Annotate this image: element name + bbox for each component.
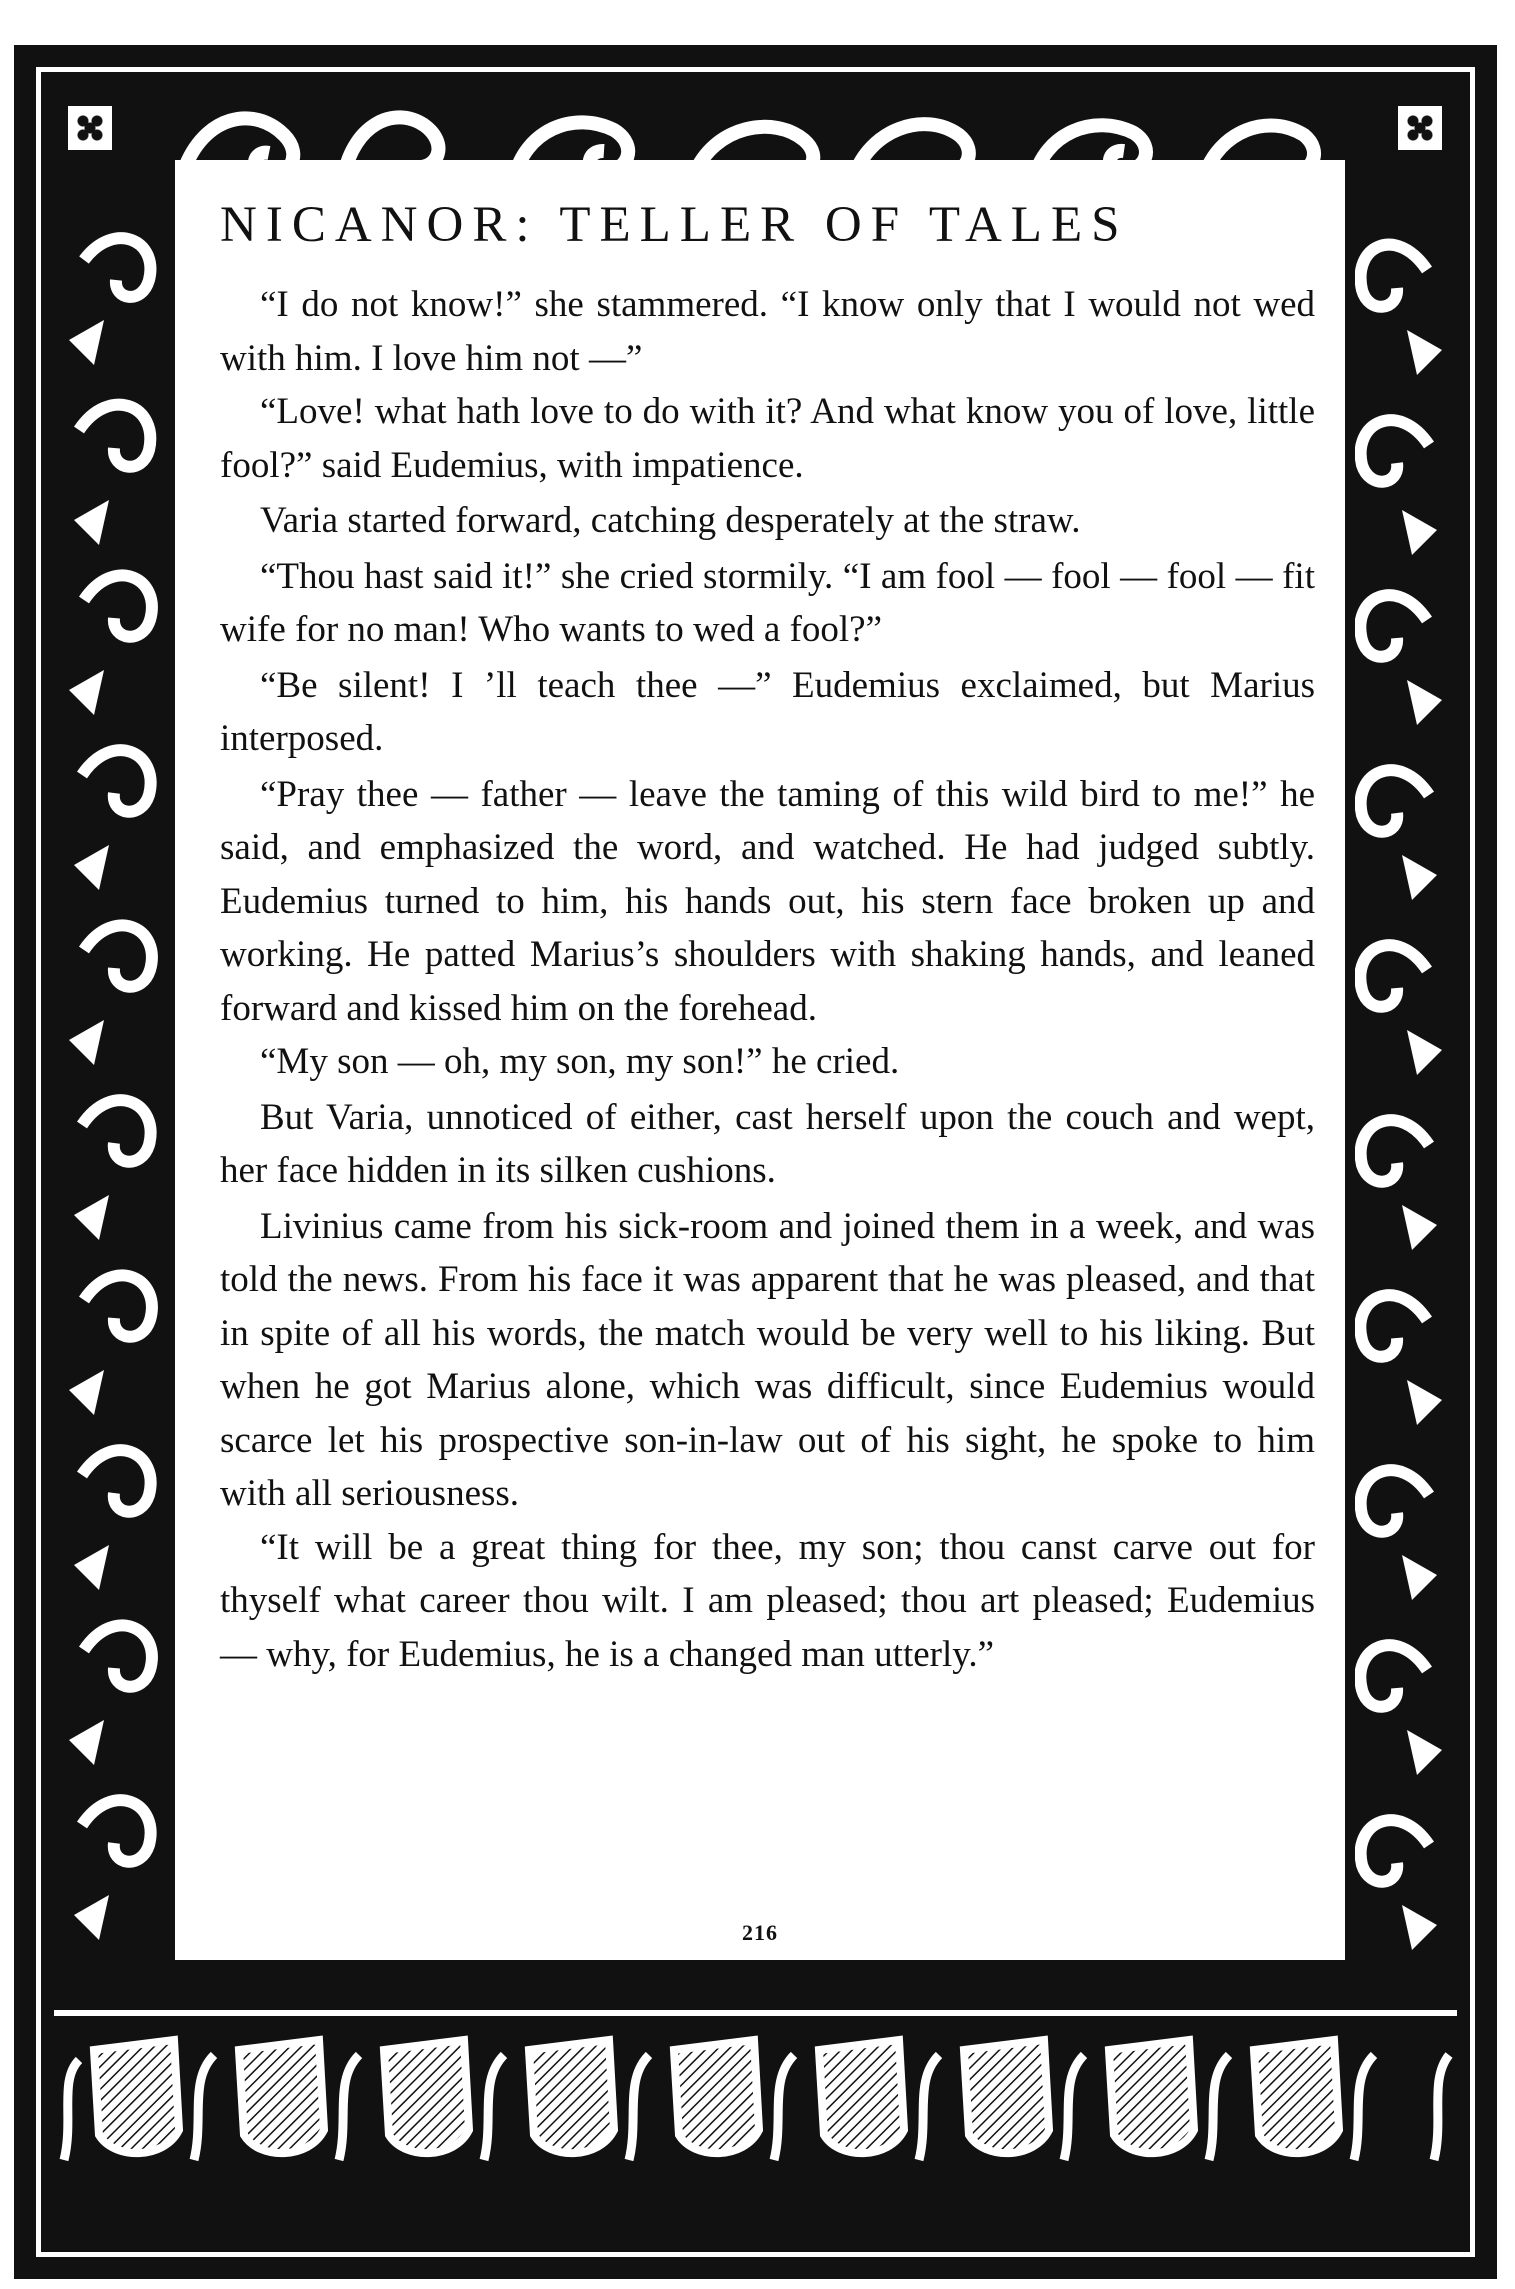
hatched-shield-icon <box>54 2010 1457 2185</box>
page-number: 216 <box>742 1920 778 1945</box>
right-ornament-band <box>1337 200 1457 2005</box>
text-panel <box>165 160 1355 1970</box>
paragraph: “It will be a great thing for thee, my son; thou canst carve out for thyself what career thou wilt. I am pleased; thou art pleased; Eudemius — why, for Eudemius, he is a changed man utterly.” <box>220 1526 1315 1675</box>
paragraph: “Be silent! I ’ll teach thee —” Eudemius exclaimed, but Marius interposed. <box>220 664 1315 759</box>
bottom-ornament-band <box>54 2010 1457 2185</box>
paragraph: “Love! what hath love to do with it? And what know you of love, little fool?” said Eudemius, with impatience. <box>220 391 1315 486</box>
paragraph: “I do not know!” she stammered. “I know only that I would not wed with him. I love him not —” <box>220 284 1315 379</box>
scroll-flourish-icon <box>1337 200 1457 2005</box>
paragraph: Livinius came from his sick-room and joined them in a week, and was told the news. From his face it was apparent that he was pleased, and that in spite of all his words, the match would be very well to his liking. But when he got Marius alone, which was difficult, since Eudemius would scarce let his prospective son-in-law out of his sight, he spoke to him with all seriousness. <box>220 1205 1315 1514</box>
body-text <box>220 278 1315 1681</box>
left-ornament-band <box>54 200 174 2005</box>
paragraph: But Varia, unnoticed of either, cast herself upon the couch and wept, her face hidden in its silken cushions. <box>220 1096 1315 1191</box>
paragraph: “Pray thee — father — leave the taming of this wild bird to me!” he said, and emphasized the word, and watched. He had judged subtly. Eudemius turned to him, his hands out, his stern face broken up and working. He patted Marius’s shoulders with shaking hands, and leaned forward and kissed him on the forehead. <box>220 773 1315 1029</box>
running-head: NICANOR: TELLER OF TALES <box>220 197 1129 253</box>
paragraph: “Thou hast said it!” she cried stormily. “I am fool — fool — fool — fit wife for no man! Who wants to wed a fool?” <box>220 555 1315 650</box>
paragraph: “My son — oh, my son, my son!” he cried. <box>260 1041 900 1082</box>
four-dot-ornament-icon <box>1392 100 1448 156</box>
scroll-flourish-icon <box>54 200 174 2005</box>
paragraph: Varia started forward, catching desperately at the straw. <box>260 500 1081 541</box>
four-dot-ornament-icon <box>62 100 118 156</box>
